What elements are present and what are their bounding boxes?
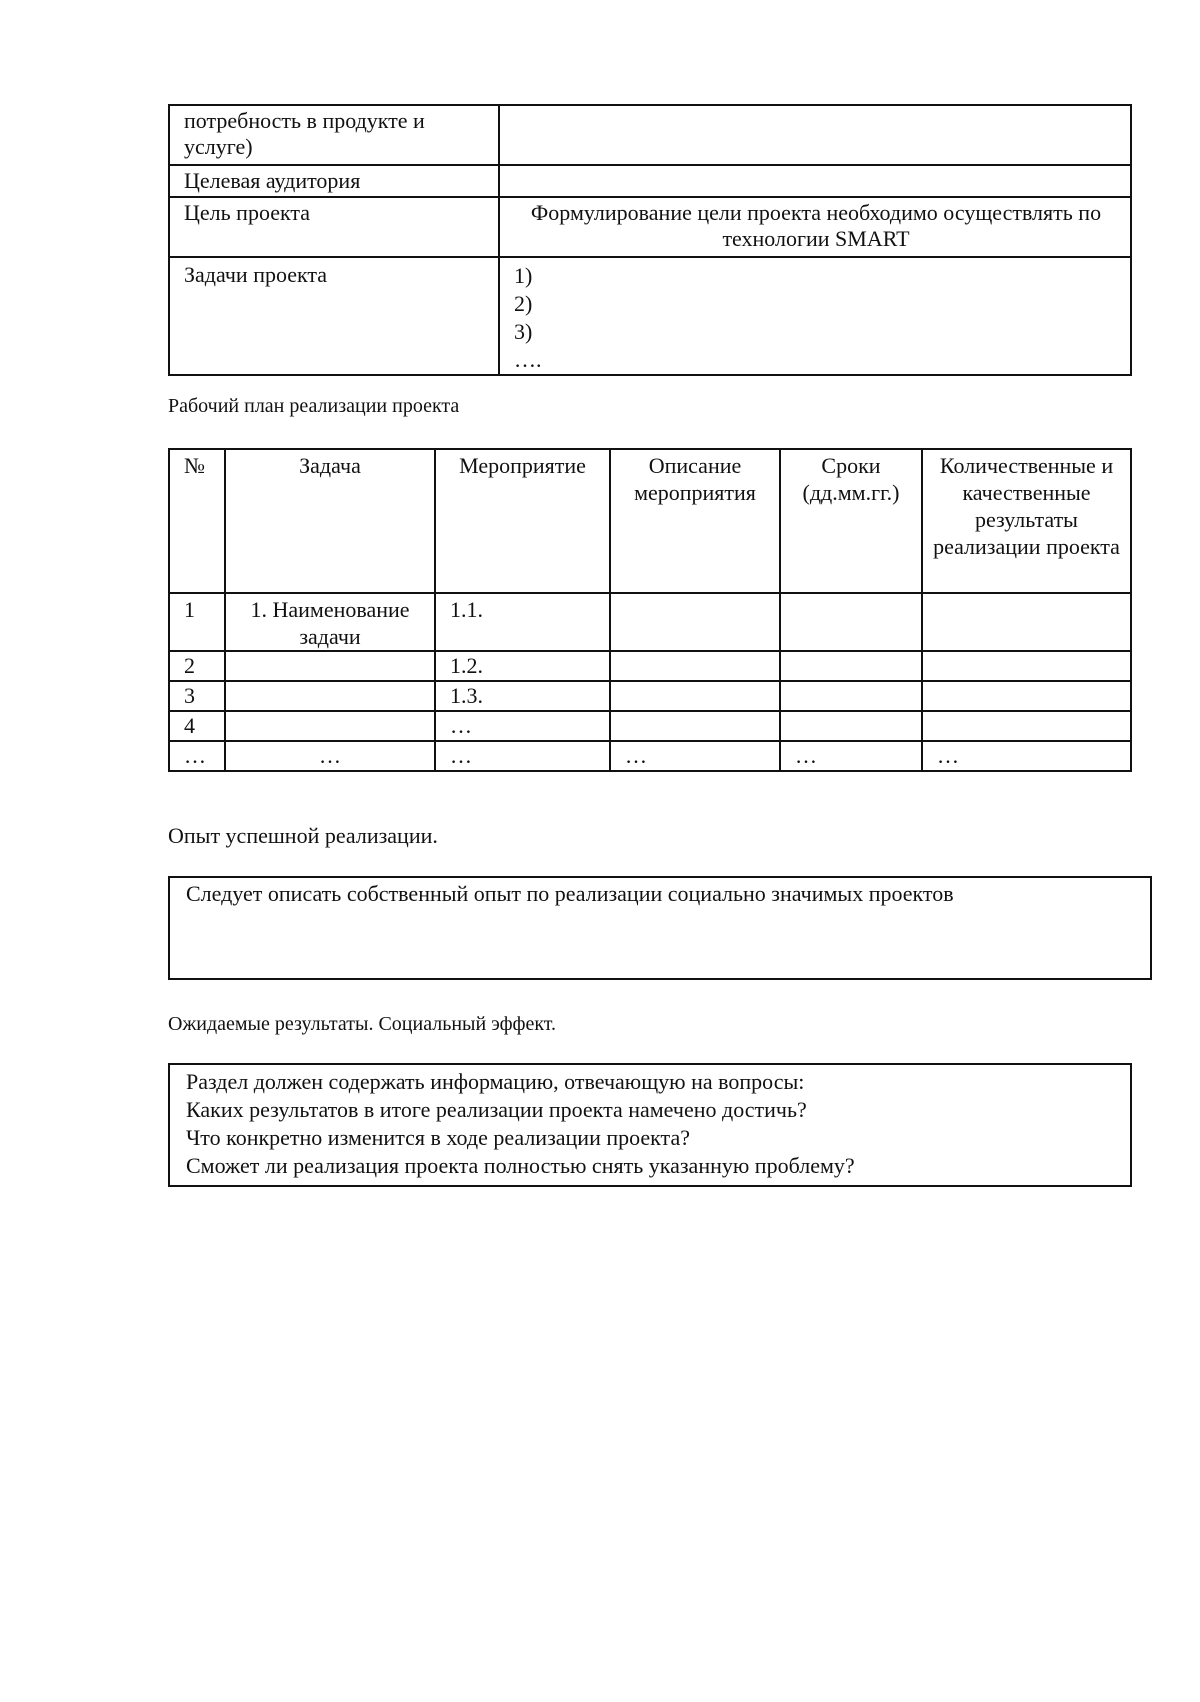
info-value [499, 165, 1131, 197]
table-cell [610, 593, 780, 651]
task-list [499, 257, 1131, 375]
table-row [169, 711, 1131, 741]
table-cell: 1. Наименование задачи [225, 593, 435, 651]
table-cell: … [435, 741, 610, 771]
table-cell [922, 711, 1131, 741]
results-line: Сможет ли реализация проекта полностью снять указанную проблему? [186, 1153, 855, 1178]
table-cell [225, 681, 435, 711]
table-cell [225, 711, 435, 741]
results-section-title: Ожидаемые результаты. Социальный эффект. [168, 1013, 557, 1035]
results-line: Что конкретно изменится в ходе реализации проекта? [186, 1125, 690, 1150]
task-item: 2) [514, 291, 533, 316]
table-cell: … [435, 711, 610, 741]
table-cell: 1.3. [435, 681, 610, 711]
column-header: Задача [225, 449, 435, 593]
table-row [169, 197, 1131, 257]
results-line: Каких результатов в итоге реализации проекта намечено достичь? [186, 1097, 807, 1122]
results-box [168, 1063, 1132, 1187]
table-cell [780, 593, 922, 651]
table-cell: 1.1. [435, 593, 610, 651]
info-label: Цель проекта [169, 197, 499, 257]
table-cell [610, 711, 780, 741]
info-label: Задачи проекта [169, 257, 499, 375]
table-cell [922, 651, 1131, 681]
table-cell: 2 [169, 651, 225, 681]
table-cell [922, 681, 1131, 711]
info-value [499, 105, 1131, 165]
table-cell [780, 711, 922, 741]
experience-box [168, 876, 1152, 980]
column-header: Описание мероприятия [610, 449, 780, 593]
table-cell: 1.2. [435, 651, 610, 681]
table-cell [610, 681, 780, 711]
table-cell: … [922, 741, 1131, 771]
table-cell: … [225, 741, 435, 771]
table-header-row [169, 449, 1131, 593]
work-plan-table [168, 448, 1132, 772]
task-item: 3) [514, 319, 533, 344]
table-cell [610, 651, 780, 681]
table-cell [780, 681, 922, 711]
table-row [169, 165, 1131, 197]
info-label: потребность в продукте и услуге) [169, 105, 499, 165]
table-row [169, 741, 1131, 771]
column-header: Мероприятие [435, 449, 610, 593]
table-row [169, 105, 1131, 165]
table-cell: … [780, 741, 922, 771]
table-cell [225, 651, 435, 681]
table-cell [780, 651, 922, 681]
table-row [169, 593, 1131, 651]
results-line: Раздел должен содержать информацию, отвечающую на вопросы: [186, 1069, 805, 1094]
table-cell: … [610, 741, 780, 771]
table-cell: … [169, 741, 225, 771]
table-row [169, 651, 1131, 681]
experience-section-title: Опыт успешной реализации. [168, 823, 438, 848]
table-cell [922, 593, 1131, 651]
project-goal-text: Формулирование цели проекта необходимо осуществлять по технологии SMART [499, 197, 1131, 257]
experience-box-text: Следует описать собственный опыт по реализации социально значимых проектов [186, 881, 954, 906]
task-item: 1) [514, 263, 533, 288]
plan-section-title: Рабочий план реализации проекта [168, 395, 460, 417]
table-cell: 1 [169, 593, 225, 651]
table-row [169, 257, 1131, 375]
column-header: Количественные и качественные результаты реализации проекта [922, 449, 1131, 593]
table-cell: 3 [169, 681, 225, 711]
column-header: № [169, 449, 225, 593]
table-row [169, 681, 1131, 711]
project-info-table [168, 104, 1132, 376]
column-header: Сроки (дд.мм.гг.) [780, 449, 922, 593]
table-cell: 4 [169, 711, 225, 741]
info-label: Целевая аудитория [169, 165, 499, 197]
task-item: …. [514, 347, 542, 372]
